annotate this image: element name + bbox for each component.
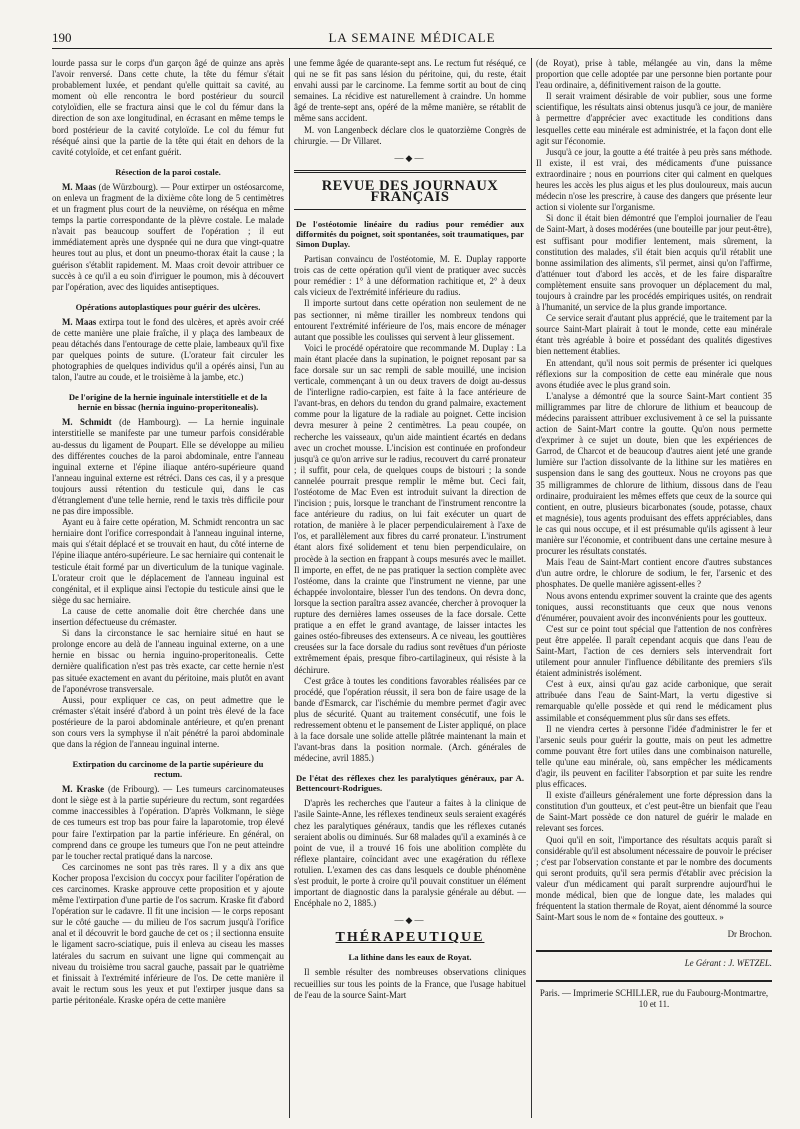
- speaker-name: M. Maas: [62, 181, 96, 192]
- paragraph: (de Royat), prise à table, mélangée au vin, dans la même proportion que celle adoptée par une personne bien portante pour l'eau ordinaire, a, définitivement raison de la goutte.: [536, 58, 772, 91]
- paragraph: Ayant eu à faire cette opération, M. Schmidt rencontra un sac herniaire dont l'orifice correspondait à l'anneau inguinal interne, mais qui s'était déplacé et se trouvait en haut, du côté interne de l'épine iliaque antéro-supérieure. Le sac herniaire qui contenait le testicule était formé par un diverticulum de la tunique vaginale. L'orateur croit que le déplacement de l'anneau inguinal est congénital, et il explique ainsi l'ectopie du testicule ainsi que le siège du sac herniaire.: [52, 517, 284, 605]
- column-2: [294, 58, 526, 1118]
- paragraph: Il importe surtout dans cette opération non seulement de ne pas sectionner, ni même tirailler les nombreux tendons qui entourent l'extrémité inférieure de l'os, mais encore de ménager autant que possible les coulisses qui servent à leur glissement.: [294, 298, 526, 342]
- paragraph: La cause de cette anomalie doit être cherchée dans une insertion défectueuse du crémaster.: [52, 605, 284, 628]
- paragraph: [52, 417, 284, 517]
- paragraph: L'analyse a démontré que la source Saint-Mart contient 35 milligrammes par litre de chlorure de lithium et beaucoup de médecins paraissent attribuer exclusivement à ce sel la puissante action de Saint-Mart contre la goutte. Qu'on nous permette d'exprimer à ce sujet un doute, bien que les expériences de Garrod, de Charcot et de beaucoup d'autres aient jeté une grande lumière sur l'action dissolvante de la lithine sur les matières en suspension dans le sang des goutteux. Nous ne croyons pas que 35 milligrammes de chlorure de lithium, dissous dans de l'eau ordinaire, produiraient les mêmes effets que ceux de la source qui contient, en outre, plusieurs bicarbonates (soude, potasse, chaux et magnésie), tous agents produisant des effets appréciables, dans le cas qui nous occupe, et il est présumable qu'ils agissent à leur manière sur l'économie, et contribuent dans une certaine mesure à procurer les résultats constatés.: [536, 390, 772, 557]
- article-heading: La lithine dans les eaux de Royat.: [348, 952, 472, 963]
- paragraph-text: (de Hambourg). — La hernie inguinale interstitielle se manifeste par une tumeur parfois considérable au-dessus du ligament de Poupart. Elle se développe au milieu des différentes couches de la paroi abdominale, entre l'anneau inguinal externe et l'épine iliaque antéro-supérieure quand l'anneau inguinal externe est rétréci. Dans ces cas, il y a presque toujours aussi rétention du testicule qui, dans le cas d'étranglement d'une telle hernie, rend le taxis très difficile pour ne pas dire impossible.: [52, 417, 284, 517]
- journal-title: LA SEMAINE MÉDICALE: [328, 30, 496, 45]
- section-title: REVUE DES JOURNAUX FRANÇAIS: [294, 170, 526, 210]
- paragraph-text: (de Würzbourg). — Pour extirper un ostéosarcome, on enleva un fragment de la dixième côte long de 5 centimètres et un fragment plus court de la neuvième, on réséqua en même temps la partie correspondante de la plèvre costale. Le malade n'avait pas beaucoup souffert de l'opération ; il eut immédiatement après une dyspnée qui ne dura que vingt-quatre heures tout au plus, et dont un pneumo-thorax était la cause ; la guérison s'établit rapidement. M. Maas croit devoir attribuer ce succès à ce qu'il a eu soin d'irriguer le poumon, mis à découvert par l'opération, avec des liquides antiseptiques.: [52, 181, 284, 292]
- paragraph: Aussi, pour expliquer ce cas, on peut admettre que le crémaster s'était inséré d'abord à un point très élevé de la face postérieure de la paroi abdominale antérieure, et qu'en prenant son cours vers la symphyse il n'ait pénétré la paroi abdominale que dans la région de l'anneau inguinal interne.: [52, 694, 284, 750]
- speaker-name: M. Kraske: [62, 784, 105, 795]
- paragraph: Jusqu'à ce jour, la goutte a été traitée à peu près sans méthode. Il existe, il est vrai, des médicaments d'une puissance extraordinaire ; nous en pourrions citer qui calment en quelques heures les accès les plus aigus et les plus douloureux, mais aucun médecin n'ose les prescrire, à cause des dangers que présente leur action si violente sur l'organisme.: [536, 146, 772, 213]
- paragraph: Il semble résulter des nombreuses observations cliniques recueillies sur tous les points de la France, que l'usage habituel de l'eau de la source Saint-Mart: [294, 967, 526, 1000]
- paragraph: Voici le procédé opératoire que recommande M. Duplay : La main étant placée dans la supination, le poignet reposant par sa face dorsale sur un sac rempli de sable mouillé, une incision verticale, commençant à un ou deux travers de doigt au-dessus de l'interligne radio-carpien, est faite à la face antérieure de l'avant-bras, en dehors du tendon du grand palmaire, exactement comme pour la ligature de la radiale au poignet. Cette incision devra mesurer à peine 2 centimètres. La peau coupée, on recherche les vaisseaux, qu'un aide maintient écartés en dedans avec un crochet mousse. L'incision est continuée en profondeur jusqu'à ce qu'on arrive sur le radius, recouvert du carré pronateur ; il suffit, pour cela, de quelques coups de bistouri ; la sonde cannelée pourrait presque remplir le même but. Ceci fait, l'ostéotome de Mac Even est introduit suivant la direction de l'incision ; puis, lorsque le tranchant de l'instrument rencontre la face antérieure du radius, on lui fait exécuter un quart de rotation, de manière à le placer perpendiculairement à l'axe de l'os, et parallèlement aux fibres du carré pronateur. L'instrument étant alors fixé solidement et tenu bien perpendiculaire, on procède à la section en frappant à coups mesurés avec le maillet. Il importe, en effet, de ne pas pratiquer la section complète avec l'ostéome, dans la crainte que l'instrument ne vienne, par une échappée involontaire, blesser l'un des tendons. On devra donc, lorsque la section paraîtra assez avancée, chercher à provoquer la rupture des dernières lames osseuses de la face dorsale. Cette pratique a en effet le grand avantage, de laisser intactes les gaines ostéo-fibreuses des extenseurs. A ce niveau, les gouttières creusées sur la face dorsale du radius sont revêtues d'un périoste extrêmement épais, presque fibro-cartilagineux, qui résiste à la déchirure.: [294, 342, 526, 675]
- column-rule: [289, 58, 290, 1118]
- paragraph: C'est grâce à toutes les conditions favorables réalisées par ce procédé, que l'opération réussit, il sera bon de faire usage de la bande d'Esmarck, car l'ischémie du membre permet d'agir avec plus de sécurité. Quant au traitement consécutif, une fois le redressement obtenu et le pansement de Lister appliqué, on place à la face dorsale une solide attelle plâtrée maintenant la main et l'avant-bras dans la position normale. (Arch. générales de médecine, avril 1885.): [294, 675, 526, 764]
- paragraph: Quoi qu'il en soit, l'importance des résultats acquis paraît si considérable qu'il est absolument nécessaire de pouvoir le préciser ; c'est par l'observation constante et par le nombre des documents qui seront produits, qu'il sera permis d'établir avec précision la valeur d'un médicament qui paraît surprendre aujourd'hui le monde médical, bien que de longue date, les malades qui fréquentent la station thermale de Royat, aient dénommé la source Saint-Mart sous le nom de « fontaine des goutteux. »: [536, 834, 772, 923]
- section-heading: Résection de la paroi costale.: [115, 166, 221, 177]
- paragraph: M. von Langenbeck déclare clos le quatorzième Congrès de chirurgie. — Dr Villaret.: [294, 124, 526, 146]
- publisher-manager: Le Gérant : J. WETZEL.: [536, 950, 772, 969]
- paragraph-text: (de Fribourg). — Les tumeurs carcinomateuses dont le siège est à la partie supérieure du rectum, sont regardées comme inaccessibles à l'opération. D'après Volkmann, le siège de ces tumeurs est trop bas pour faire la laparotomie, trop élevé pour faire l'extirpation par la partie inférieure. En général, on comprend dans ce groupe les tumeurs que l'on ne peut atteindre par le toucher rectal pratiqué dans la narcose.: [52, 784, 284, 861]
- divider-ornament: —◆—: [394, 152, 426, 163]
- speaker-name: M. Maas: [62, 316, 97, 327]
- paragraph-text: extirpa tout le fond des ulcères, et après avoir créé de cette manière une plaie fraîche, il y plaça des lambeaux de peau détachés dans l'entourage de cette plaie, lambeaux qu'il fixe par quelques points de suture. (L'orateur fait circuler les photographies de quelques individus qu'il a opérés ainsi, l'un au talon, l'autre au coude, et le troisième à la jambe, etc.): [52, 316, 284, 383]
- paragraph: Mais l'eau de Saint-Mart contient encore d'autres substances d'un autre ordre, le chlorure de sodium, le fer, l'arsenic et des phosphates. De quelle manière agissent-elles ?: [536, 557, 772, 590]
- paragraph: Nous avons entendu exprimer souvent la crainte que des agents toniques, aussi reconstituants que ceux que nous venons d'énumérer, pouvaient avoir des inconvénients pour les goutteux.: [536, 590, 772, 623]
- divider-ornament: —◆—: [394, 915, 426, 926]
- section-heading: Opérations autoplastiques pour guérir des ulcères.: [75, 301, 261, 312]
- paragraph: [52, 317, 284, 384]
- section-heading: De l'origine de la hernie inguinale interstitielle et de la hernie en bissac (hernia inguino-properitonealis).: [68, 392, 268, 413]
- printer-imprint: Paris. — Imprimerie SCHILLER, rue du Faubourg-Montmartre, 10 et 11.: [536, 980, 772, 1010]
- paragraph: Il existe d'ailleurs généralement une forte dépression dans la constitution d'un goutteux, et c'est peut-être un bienfait que l'eau de Saint-Mart possède ce don naturel de guérir le malade en relevant ses forces.: [536, 790, 772, 834]
- paragraph: [52, 182, 284, 293]
- page-header: [52, 30, 772, 49]
- article-heading: De l'ostéotomie linéaire du radius pour remédier aux difformités du poignet, soit spontanées, soit traumatiques, par Simon Duplay.: [296, 219, 524, 250]
- column-1: [52, 58, 284, 1118]
- speaker-name: M. Schmidt: [62, 417, 112, 428]
- columns: [52, 58, 772, 1118]
- column-3: [536, 58, 772, 1118]
- paragraph: Ces carcinomes ne sont pas très rares. Il y a dix ans que Kocher proposa l'excision du coccyx pour faciliter l'opération de ces carcinomes. Kraske approuve cette proposition et y ajoute même l'extirpation d'une partie de l'os sacrum. Kraske fit d'abord l'opération sur le cadavre. Il fit une incision — le corps reposant sur le côté gauche — du milieu de l'os sacrum jusqu'à l'orifice anal et il découvrit le bord gauche de cet os ; il sectionna ensuite le ligament sacro-sciatique, puis il enleva au ciseau les masses latérales du sacrum en suivant une ligne qui commençait au niveau du troisième trou sacral gauche, passait par le quatrième et finissait à l'extrémité inférieure de l'os. De cette manière il avait le rectum sous les yeux et put l'extirper jusque dans sa partie péritonéale. Kraske opéra de cette manière: [52, 861, 284, 1005]
- column-rule: [531, 58, 532, 1118]
- paragraph: Partisan convaincu de l'ostéotomie, M. E. Duplay rapporte trois cas de cette opération qu'il vient de pratiquer avec succès pour remédier : 1° à une déformation rachitique et, 2° à deux cals vicieux de l'extrémité inférieure du radius.: [294, 254, 526, 298]
- paragraph: [52, 784, 284, 862]
- paragraph: C'est sur ce point tout spécial que l'attention de nos confrères peut être appelée. Il paraît cependant acquis que dans l'eau de Saint-Mart, l'action de ces derniers sels intervendrait fort utilement pour annuler l'influence débilitante des premiers s'ils étaient administrés isolément.: [536, 623, 772, 679]
- paragraph: C'est à eux, ainsi qu'au gaz acide carbonique, que serait attribuée dans l'eau de Saint-Mart, la vertu digestive si remarquable qu'elle possède et qui rend le médicament plus assimilable et conséquemment plus sûr dans ses effets.: [536, 679, 772, 723]
- article-heading: De l'état des réflexes chez les paralytiques généraux, par A. Bettencourt-Rodrigues.: [296, 773, 524, 794]
- paragraph: Il ne viendra certes à personne l'idée d'administrer le fer et l'arsenic seuls pour guérir la goutte, mais on peut les admettre comme pouvant être fort utiles dans une combinaison naturelle, telle qu'une eau minérale, où, sans empêcher les médicaments d'agir, ils peuvent en faciliter l'absorption et par suite les rendre plus efficaces.: [536, 723, 772, 790]
- author-signature: Dr Brochon.: [727, 929, 772, 940]
- paragraph: En attendant, qu'il nous soit permis de présenter ici quelques réflexions sur la composition de cette eau minérale que nous avons étudiée avec le plus grand soin.: [536, 357, 772, 390]
- section-title: THÉRAPEUTIQUE: [335, 930, 485, 946]
- paragraph: Il serait vraiment désirable de voir publier, sous une forme scientifique, les résultats ainsi obtenus jusqu'à ce jour, de manière à permettre d'apprécier avec exactitude les conditions dans lesquelles cette eau minérale est administrée, et la façon dont elle agit sur l'économie.: [536, 91, 772, 146]
- paragraph: Ce service serait d'autant plus apprécié, que le traitement par la source Saint-Mart plairait à tout le monde, cette eau minérale étant très agréable à boire et possédant des qualités digestives bien nettement établies.: [536, 313, 772, 357]
- paragraph: Si donc il était bien démontré que l'emploi journalier de l'eau de Saint-Mart, à doses modérées (une bouteille par jour peut-être), est suffisant pour modifier lentement, mais sûrement, la constitution des malades, s'il était bien acquis qu'il rétablit une bonne assimilation des aliments, s'il permet, ainsi qu'on l'affirme, d'atténuer tout d'abord les accès, et de les faire disparaître complètement ensuite sans provoquer un déplacement du mal, toujours à craindre par les procédés empiriques usités, on rendrait à l'humanité, un service de la plus grande importance.: [536, 213, 772, 313]
- paragraph: D'après les recherches que l'auteur a faites à la clinique de l'asile Sainte-Anne, les réflexes tendineux seuls seraient exagérés chez les paralytiques généraux, tandis que les réflexes cutanés seraient abolis ou diminués. Sur 68 malades qu'il a examinés à ce point de vue, il a trouvé 16 fois une abolition complète du réflexe plantaire, coïncidant avec une exagération du réflexe rotulien. L'examen des cas dans lesquels ce double phénomène s'est produit, le porte à croire qu'il pouvait constituer un élément important de diagnostic dans la paralysie générale au début. — Encéphale no 2, 1885.): [294, 798, 526, 909]
- page-number: 190: [52, 30, 72, 45]
- paragraph: lourde passa sur le corps d'un garçon âgé de quinze ans après l'avoir renversé. Dans cette chute, la tête du fémur s'était probablement luxée, et pendant qu'elle quittait sa cavité, au moment où elle rencontra le bord postérieur du sourcil cotyloïdien, elle se fractura ainsi que le col du fémur dans la direction de son axe longitudinal, en écrasant en même temps le bord postérieur de la cavité cotyloïde. Le col du fémur fut réséqué ainsi que la partie de la tête qui était en dehors de la cavité cotyloïde, et cet enfant guérit.: [52, 58, 284, 157]
- paragraph: une femme âgée de quarante-sept ans. Le rectum fut réséqué, ce qui ne se fit pas sans lésion du péritoine, qui, du reste, était envahi aussi par le carcinome. La femme sortit au bout de cinq semaines. La récidive est naturellement à craindre. Un homme âgé de trente-sept ans, opéré de la même manière, se rétablit de même sans accident.: [294, 58, 526, 124]
- section-heading: Extirpation du carcinome de la partie supérieure du rectum.: [72, 759, 264, 780]
- paragraph: Si dans la circonstance le sac herniaire situé en haut se prolonge encore au delà de l'anneau inguinal externe, on a une hernie en bissac ou hernia inguino-properitonealis. Cette dernière qualification n'est pas très exacte, car cette hernie n'est pas située exactement en avant du péritoine, mais plutôt en avant de l'aponévrose transversale.: [52, 628, 284, 694]
